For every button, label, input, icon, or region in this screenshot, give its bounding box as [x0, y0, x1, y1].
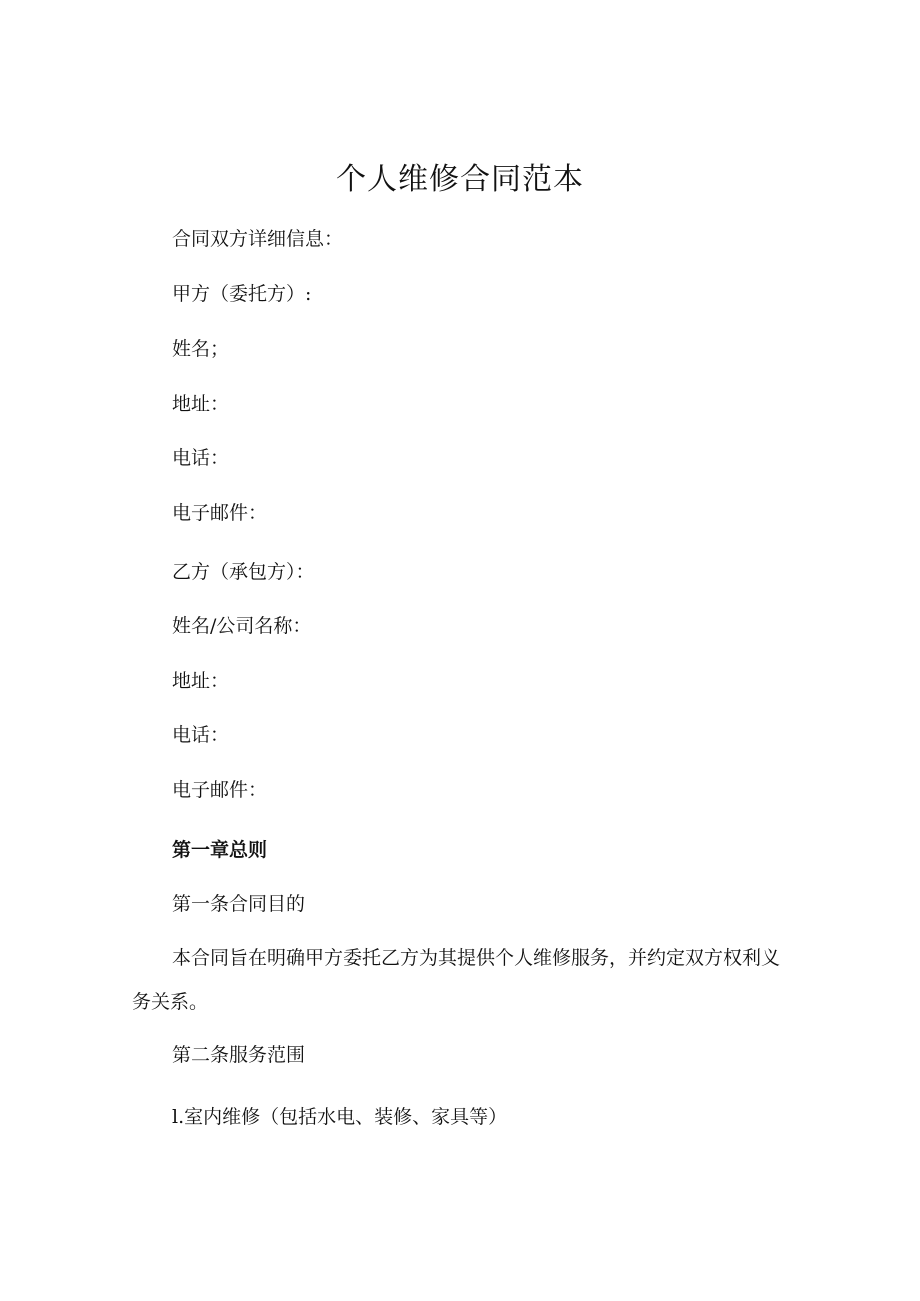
party-a-address-label: 地址：	[172, 393, 230, 415]
party-b-name-label: 姓名/公司名称：	[172, 615, 312, 637]
party-a-heading: 甲方（委托方）:	[172, 283, 312, 305]
party-b-phone-label: 电话：	[172, 724, 230, 746]
article-1-title: 第一条合同目的	[172, 893, 306, 915]
document-title: 个人维修合同范本	[336, 162, 584, 197]
party-a-name-label: 姓名；	[172, 338, 230, 360]
party-b-email-label: 电子邮件：	[172, 779, 268, 801]
party-b-address-label: 地址：	[172, 670, 230, 692]
article-1-text: 本合同旨在明确甲方委托乙方为其提供个人维修服务，并约定双方权利义务关系。	[132, 947, 781, 1013]
party-a-email-label: 电子邮件：	[172, 502, 268, 524]
parties-intro: 合同双方详细信息：	[172, 228, 344, 250]
article-2-item-1: l.室内维修（包括水电、装修、家具等）	[172, 1106, 508, 1128]
chapter-heading: 第一章总则	[172, 839, 268, 861]
article-2-title: 第二条服务范围	[172, 1044, 306, 1066]
party-b-heading: 乙方（承包方）：	[172, 561, 315, 583]
party-a-phone-label: 电话：	[172, 447, 230, 469]
